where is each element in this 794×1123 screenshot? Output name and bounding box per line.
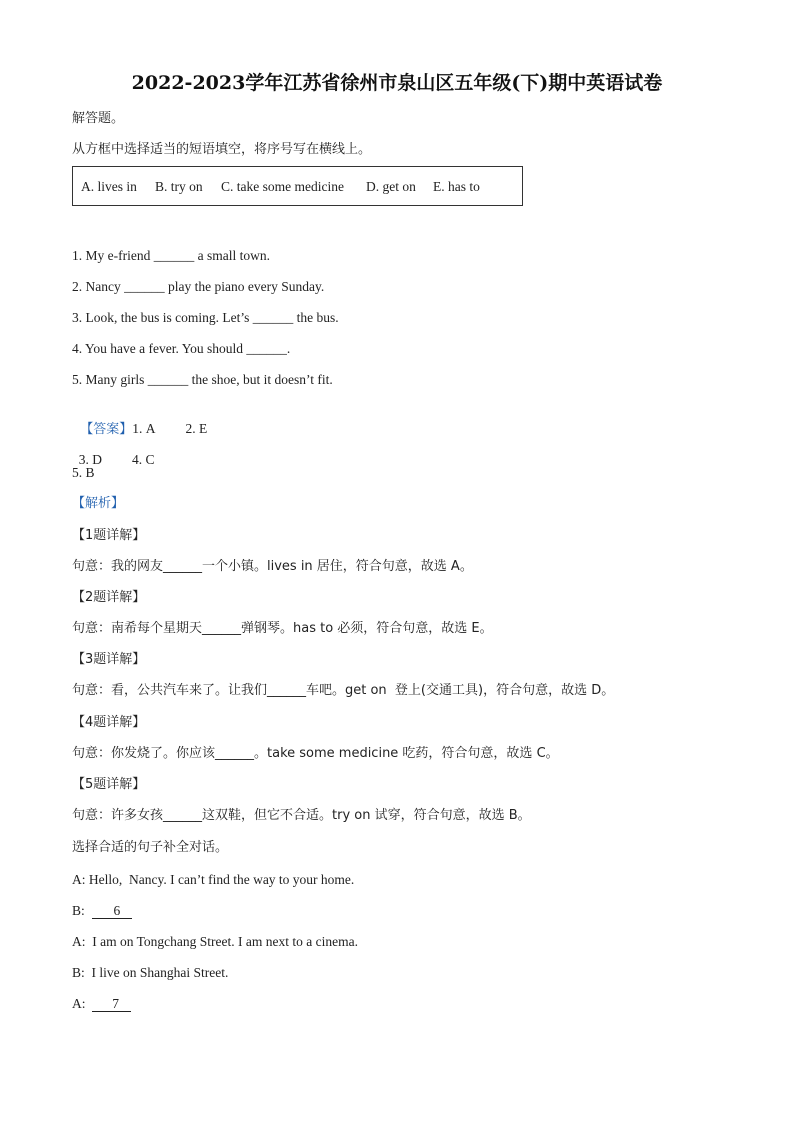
- answer-1: 1. A: [132, 421, 156, 436]
- dialogue-line-3: A: I am on Tongchang Street. I am next to a cinema.: [72, 934, 358, 949]
- page-title: 2022-2023学年江苏省徐州市泉山区五年级(下)期中英语试卷: [131, 72, 663, 94]
- dialogue-line-1: A: Hello, Nancy. I can’t find the way to your home.: [72, 872, 355, 887]
- detail-4-text: 句意：你发烧了。你应该______。take some medicine 吃药，符合句意，故选 C。: [72, 746, 559, 761]
- section-heading: 解答题。: [72, 111, 125, 126]
- question-4: 4. You have a fever. You should ______.: [72, 341, 291, 356]
- answer-label: 【答案】: [80, 422, 133, 437]
- question-3: 3. Look, the bus is coming. Let’s ______ the bus.: [72, 310, 339, 325]
- blank-6: 6: [92, 903, 133, 919]
- answer-3: 3. D: [78, 452, 102, 467]
- detail-4-head: 【4题详解】: [72, 715, 146, 730]
- option-d: D. get on: [366, 179, 416, 194]
- answer-5: 5. B: [72, 465, 95, 480]
- answer-2: 2. E: [185, 421, 208, 436]
- blank-7: 7: [92, 996, 131, 1012]
- analysis-label: 【解析】: [72, 496, 125, 511]
- detail-1-head: 【1题详解】: [72, 528, 146, 543]
- question-1: 1. My e-friend ______ a small town.: [72, 248, 270, 263]
- instruction-fill-blank: 从方框中选择适当的短语填空，将序号写在横线上。: [72, 142, 372, 157]
- dialogue-line-5: A: 7: [72, 995, 131, 1013]
- detail-3-text: 句意：看，公共汽车来了。让我们______车吧。get on 登上(交通工具)，符合句意，故选 D。: [72, 683, 615, 698]
- instruction-dialogue: 选择合适的句子补全对话。: [72, 840, 229, 855]
- option-c: C. take some medicine: [221, 179, 344, 194]
- options-box: [72, 166, 523, 206]
- detail-5-head: 【5题详解】: [72, 777, 146, 792]
- detail-2-head: 【2题详解】: [72, 590, 146, 605]
- dialogue-line-2: B: 6: [72, 902, 132, 920]
- answer-4: 4. C: [132, 452, 155, 467]
- detail-1-text: 句意：我的网友______一个小镇。lives in 居住，符合句意，故选 A。: [72, 559, 473, 574]
- question-5: 5. Many girls ______ the shoe, but it doesn’t fit.: [72, 372, 333, 387]
- detail-2-text: 句意：南希每个星期天______弹钢琴。has to 必须，符合句意，故选 E。: [72, 621, 493, 636]
- option-e: E. has to: [433, 179, 480, 194]
- option-b: B. try on: [155, 179, 203, 194]
- detail-5-text: 句意：许多女孩______这双鞋，但它不合适。try on 试穿，符合句意，故选 B。: [72, 808, 531, 823]
- question-2: 2. Nancy ______ play the piano every Sunday.: [72, 279, 325, 294]
- detail-3-head: 【3题详解】: [72, 652, 146, 667]
- option-a: A. lives in: [81, 179, 137, 194]
- dialogue-line-4: B: I live on Shanghai Street.: [72, 965, 229, 980]
